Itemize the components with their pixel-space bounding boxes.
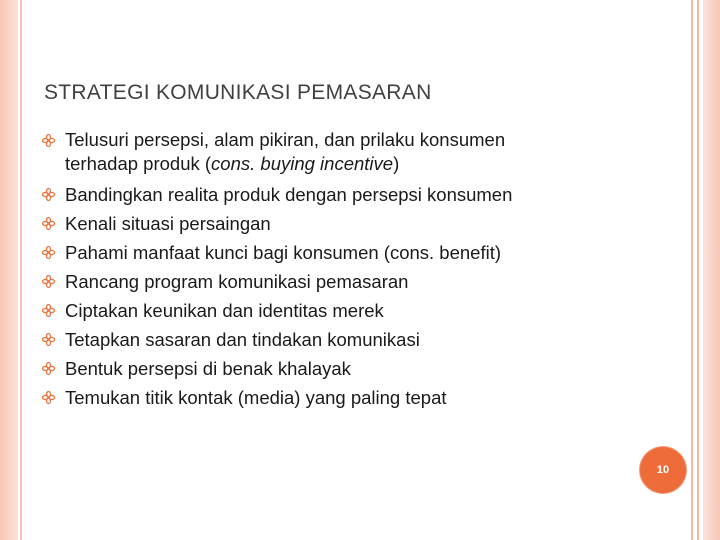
- right-border-line-outer: [697, 0, 699, 540]
- list-item: [42, 209, 662, 238]
- right-decorative-border: [703, 0, 720, 540]
- flower-bullet-icon: [42, 217, 55, 230]
- list-item-text: terhadap produk (: [65, 153, 212, 174]
- list-item: [42, 383, 662, 412]
- list-item: [42, 128, 662, 180]
- list-item: [42, 325, 662, 354]
- flower-bullet-icon: [42, 134, 55, 147]
- flower-bullet-icon: [42, 275, 55, 288]
- list-item: [42, 354, 662, 383]
- flower-bullet-icon: [42, 188, 55, 201]
- list-item-text: Tetapkan sasaran dan tindakan komunikasi: [65, 329, 420, 350]
- list-item: [42, 267, 662, 296]
- bullet-list: [42, 128, 662, 412]
- list-item-text: Ciptakan keunikan dan identitas merek: [65, 300, 384, 321]
- list-item-text: Bentuk persepsi di benak khalayak: [65, 358, 351, 379]
- list-item: [42, 180, 662, 209]
- flower-bullet-icon: [42, 246, 55, 259]
- slide-title: STRATEGI KOMUNIKASI PEMASARAN: [44, 81, 432, 104]
- flower-bullet-icon: [42, 391, 55, 404]
- list-item-text: Kenali situasi persaingan: [65, 213, 271, 234]
- list-item-text: Telusuri persepsi, alam pikiran, dan prilaku konsumen: [65, 129, 506, 150]
- flower-bullet-icon: [42, 333, 55, 346]
- left-border-line: [20, 0, 22, 540]
- left-decorative-border: [0, 0, 18, 540]
- page-number-badge: 10: [640, 447, 686, 493]
- list-item-text: Pahami manfaat kunci bagi konsumen (cons. benefit): [65, 242, 502, 263]
- list-item-text: ): [393, 153, 400, 174]
- list-item-italic-text: cons. buying incentive: [211, 153, 394, 174]
- list-item-text: Temukan titik kontak (media) yang paling tepat: [65, 387, 447, 408]
- flower-bullet-icon: [42, 304, 55, 317]
- list-item: [42, 238, 662, 267]
- flower-bullet-icon: [42, 362, 55, 375]
- right-border-line-inner: [691, 0, 693, 540]
- list-item: [42, 296, 662, 325]
- list-item-text: Rancang program komunikasi pemasaran: [65, 271, 409, 292]
- list-item-text: Bandingkan realita produk dengan persepsi konsumen: [65, 184, 513, 205]
